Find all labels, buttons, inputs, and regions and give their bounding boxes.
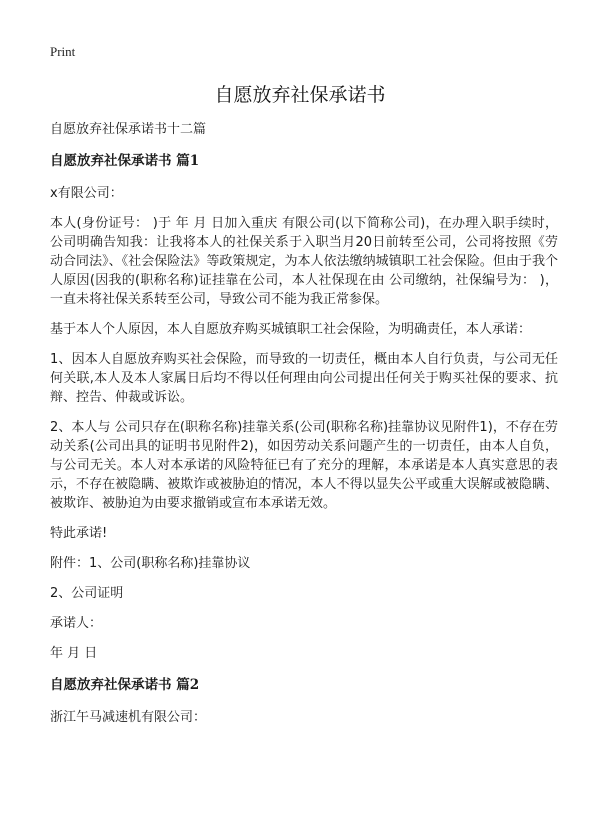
section-2-salutation: 浙江午马减速机有限公司： [50,710,207,725]
section-1-salutation: x有限公司： [50,186,123,201]
section-1-paragraph-1: 本人(身份证号： )于 年 月 日加入重庆 有限公司(以下简称公司)，在办理入职手续时，公司明确告知我：让我将本人的社保关系于入职当月20日前转至公司，公司将按照《劳动合同法》、《社会保险法》等政策规定，为本人依法缴纳城镇职工社会保险。但由于我个人原因(因我的(职称名称)证挂靠在公司，本人社保现在由 公司缴纳，社保编号为： )，一直未将社保关系转至公司，导致公司不能为我正常参保。 [50,216,558,307]
document-subtitle: 自愿放弃社保承诺书十二篇 [50,122,207,137]
section-2-heading: 自愿放弃社保承诺书 篇2 [50,677,200,693]
document-body [50,120,558,727]
section-1-paragraph-2: 基于本人个人原因，本人自愿放弃购买城镇职工社会保险，为明确责任，本人承诺： [50,322,532,337]
section-1-paragraph-4: 2、本人与 公司只存在(职称名称)挂靠关系(公司(职称名称)挂靠协议见附件1)，不存在劳动关系(公司出具的证明书见附件2)，如因劳动关系问题产生的一切责任，由本人自负，与公司无关。本人对本承诺的风险特征已有了充分的理解，本承诺是本人真实意思的表示，不存在被隐瞒、被欺诈或被胁迫的情况，本人不得以显失公平或重大误解或被隐瞒、被欺诈、被胁迫为由要求撤销或宣布本承诺无效。 [50,420,558,511]
section-1-promisor: 承诺人： [50,616,103,631]
section-1-heading: 自愿放弃社保承诺书 篇1 [50,153,200,169]
section-1-attachment-1: 附件：1、公司(职称名称)挂靠协议 [50,556,251,571]
section-1-date: 年 月 日 [50,646,98,661]
document-title: 自愿放弃社保承诺书 [214,84,386,106]
section-1-paragraph-3: 1、因本人自愿放弃购买社会保险，而导致的一切责任，概由本人自行负责，与公司无任何关联,本人及本人家属日后均不得以任何理由向公司提出任何关于购买社保的要求、抗辩、控告、仲裁或诉讼。 [50,352,558,405]
section-1-attachment-2: 2、公司证明 [50,586,124,601]
print-label[interactable]: Print [50,44,76,59]
section-1-special-promise: 特此承诺! [50,526,108,541]
